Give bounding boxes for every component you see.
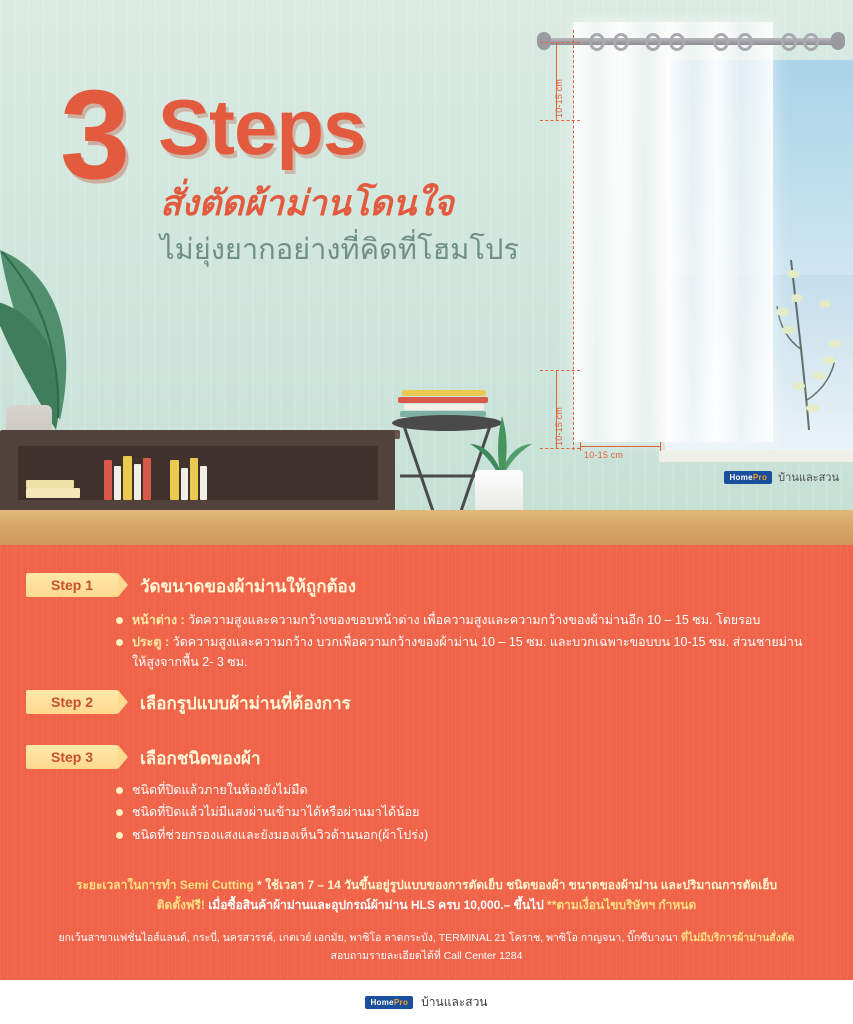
sideboard-shelf [18,446,378,500]
step-title-2: เลือกรูปแบบผ้าม่านที่ต้องการ [140,694,351,713]
hero-thai-headline: สั่งตัดผ้าม่านโดนใจ [160,184,454,223]
curtain-ring [803,33,819,51]
curtain-rod-cap-right [831,32,845,50]
curtain [573,22,773,442]
hero-credit-text: บ้านและสวน [778,472,839,484]
bullet-lead: หน้าต่าง : [132,613,185,627]
step-title-3: เลือกชนิดของผ้า [140,749,261,768]
curtain-ring [737,33,753,51]
step-badge-3: Step 3 [26,745,118,769]
note-body-2: เมื่อซื้อสินค้าผ้าม่านและอุปกรณ์ผ้าม่าน HLS ครบ 10,000.– ขึ้นไป [204,898,548,913]
list-item: ชนิดที่ช่วยกรองแสงและยังมองเห็นวิวด้านนอก(ผ้าโปร่ง) [116,826,816,845]
exclusion-highlight: ที่ไม่มีบริการผ้าม่านสั่งตัด [681,932,795,944]
note-highlight-2: ติดตั้งฟรี! [156,898,205,913]
step-1-bullets [116,611,816,675]
hero-credit [724,468,839,486]
bullet-lead: ประตู : [132,635,170,650]
step-3-bullets [116,781,816,848]
step-title-1: วัดขนาดของผ้าม่านให้ถูกต้อง [140,577,357,596]
exclusion-block [0,930,853,966]
dimension-arrow-horizontal [580,446,660,447]
big-number-3: 3 [60,64,127,205]
dimension-label-top: 10-15 cm [554,78,564,118]
list-item: ชนิดที่ปิดแล้วไม่มีแสงผ่านเข้ามาได้หรือผ่านมาได้น้อย [116,803,816,822]
curtain-ring [781,33,797,51]
note-highlight-1: ระยะเวลาในการทำ Semi Cutting [76,878,254,892]
list-item [116,633,816,672]
note-condition: **ตามเงื่อนไขบริษัทฯ กำหนด [547,898,697,913]
dimension-label-horizontal: 10-15 cm [584,450,624,460]
steps-word: Steps [158,83,366,171]
dimension-label-bottom: 10-15 cm [554,406,564,446]
footer-text: บ้านและสวน [421,994,488,1009]
footer-logo-pro: Pro [393,997,409,1007]
note-body-1: * ใช้เวลา 7 – 14 วันขึ้นอยู่รูปแบบของการตัดเย็บ ชนิดของผ้า ขนาดของผ้าม่าน และปริมาณการตัดเย็บ [253,878,777,892]
exclusion-line-1 [0,930,853,948]
note-line-2 [0,895,853,915]
curtain-rod-cap-left [537,32,551,50]
step-badge-2: Step 2 [26,690,118,714]
bullet-text: วัดความสูงและความกว้าง บวกเพื่อความกว้างของผ้าม่าน 10 – 15 ซม. และบวกเฉพาะขอบบน 10-15 ซม. ส่วนชายม่านให้สูงจากพื้น 2- 3 ซม. [132,635,803,669]
curtain-ring [589,33,605,51]
dimension-tick [660,442,661,451]
step-badge-1: Step 1 [26,573,118,597]
dimension-guide-line [540,42,580,43]
homepro-logo-home: Home [729,472,753,482]
list-item: ชนิดที่ปิดแล้วภายในห้องยังไม่มืด [116,781,816,800]
dimension-tick [580,442,581,451]
homepro-logo-pro: Pro [752,472,768,482]
curtain-ring [645,33,661,51]
palm-leaf-decoration [0,240,110,420]
window-sill [659,450,853,462]
exclusion-line-2: สอบถามรายละเอียดได้ที่ Call Center 1284 [330,949,523,962]
hero-thai-subline: ไม่ยุ่งยากอย่างที่คิดที่โฮมโปร [160,234,519,266]
footer [0,980,853,1024]
bullet-text: วัดความสูงและความกว้างของขอบหน้าต่าง เพื่อความสูงและความกว้างของผ้าม่านอีก 10 – 15 ซม. โดยรอบ [184,613,761,627]
notes-block [0,875,853,916]
note-line-1 [0,875,853,895]
curtain-ring [713,33,729,51]
homepro-logo [724,471,772,484]
steps-panel [0,545,853,980]
dimension-guide-line [540,370,580,371]
exclusion-text: ยกเว้นสาขาแฟชั่นไอส์แลนด์, กระบี่, นครสวรรค์, เกตเวย์ เอกมัย, พาซิโอ ลาดกระบัง, TERMINAL 21 โคราช, พาซิโอ กาญจนา, บิ๊กซีบางนา [58,932,681,944]
curtain-ring [613,33,629,51]
curtain-ring [669,33,685,51]
dimension-guide-line [573,30,574,450]
footer-logo-home: Home [370,997,394,1007]
footer-homepro-logo[interactable] [365,996,413,1009]
dimension-guide-line [540,448,580,449]
dimension-guide-line [540,120,580,121]
branch-decoration [769,240,849,420]
list-item [116,611,816,630]
